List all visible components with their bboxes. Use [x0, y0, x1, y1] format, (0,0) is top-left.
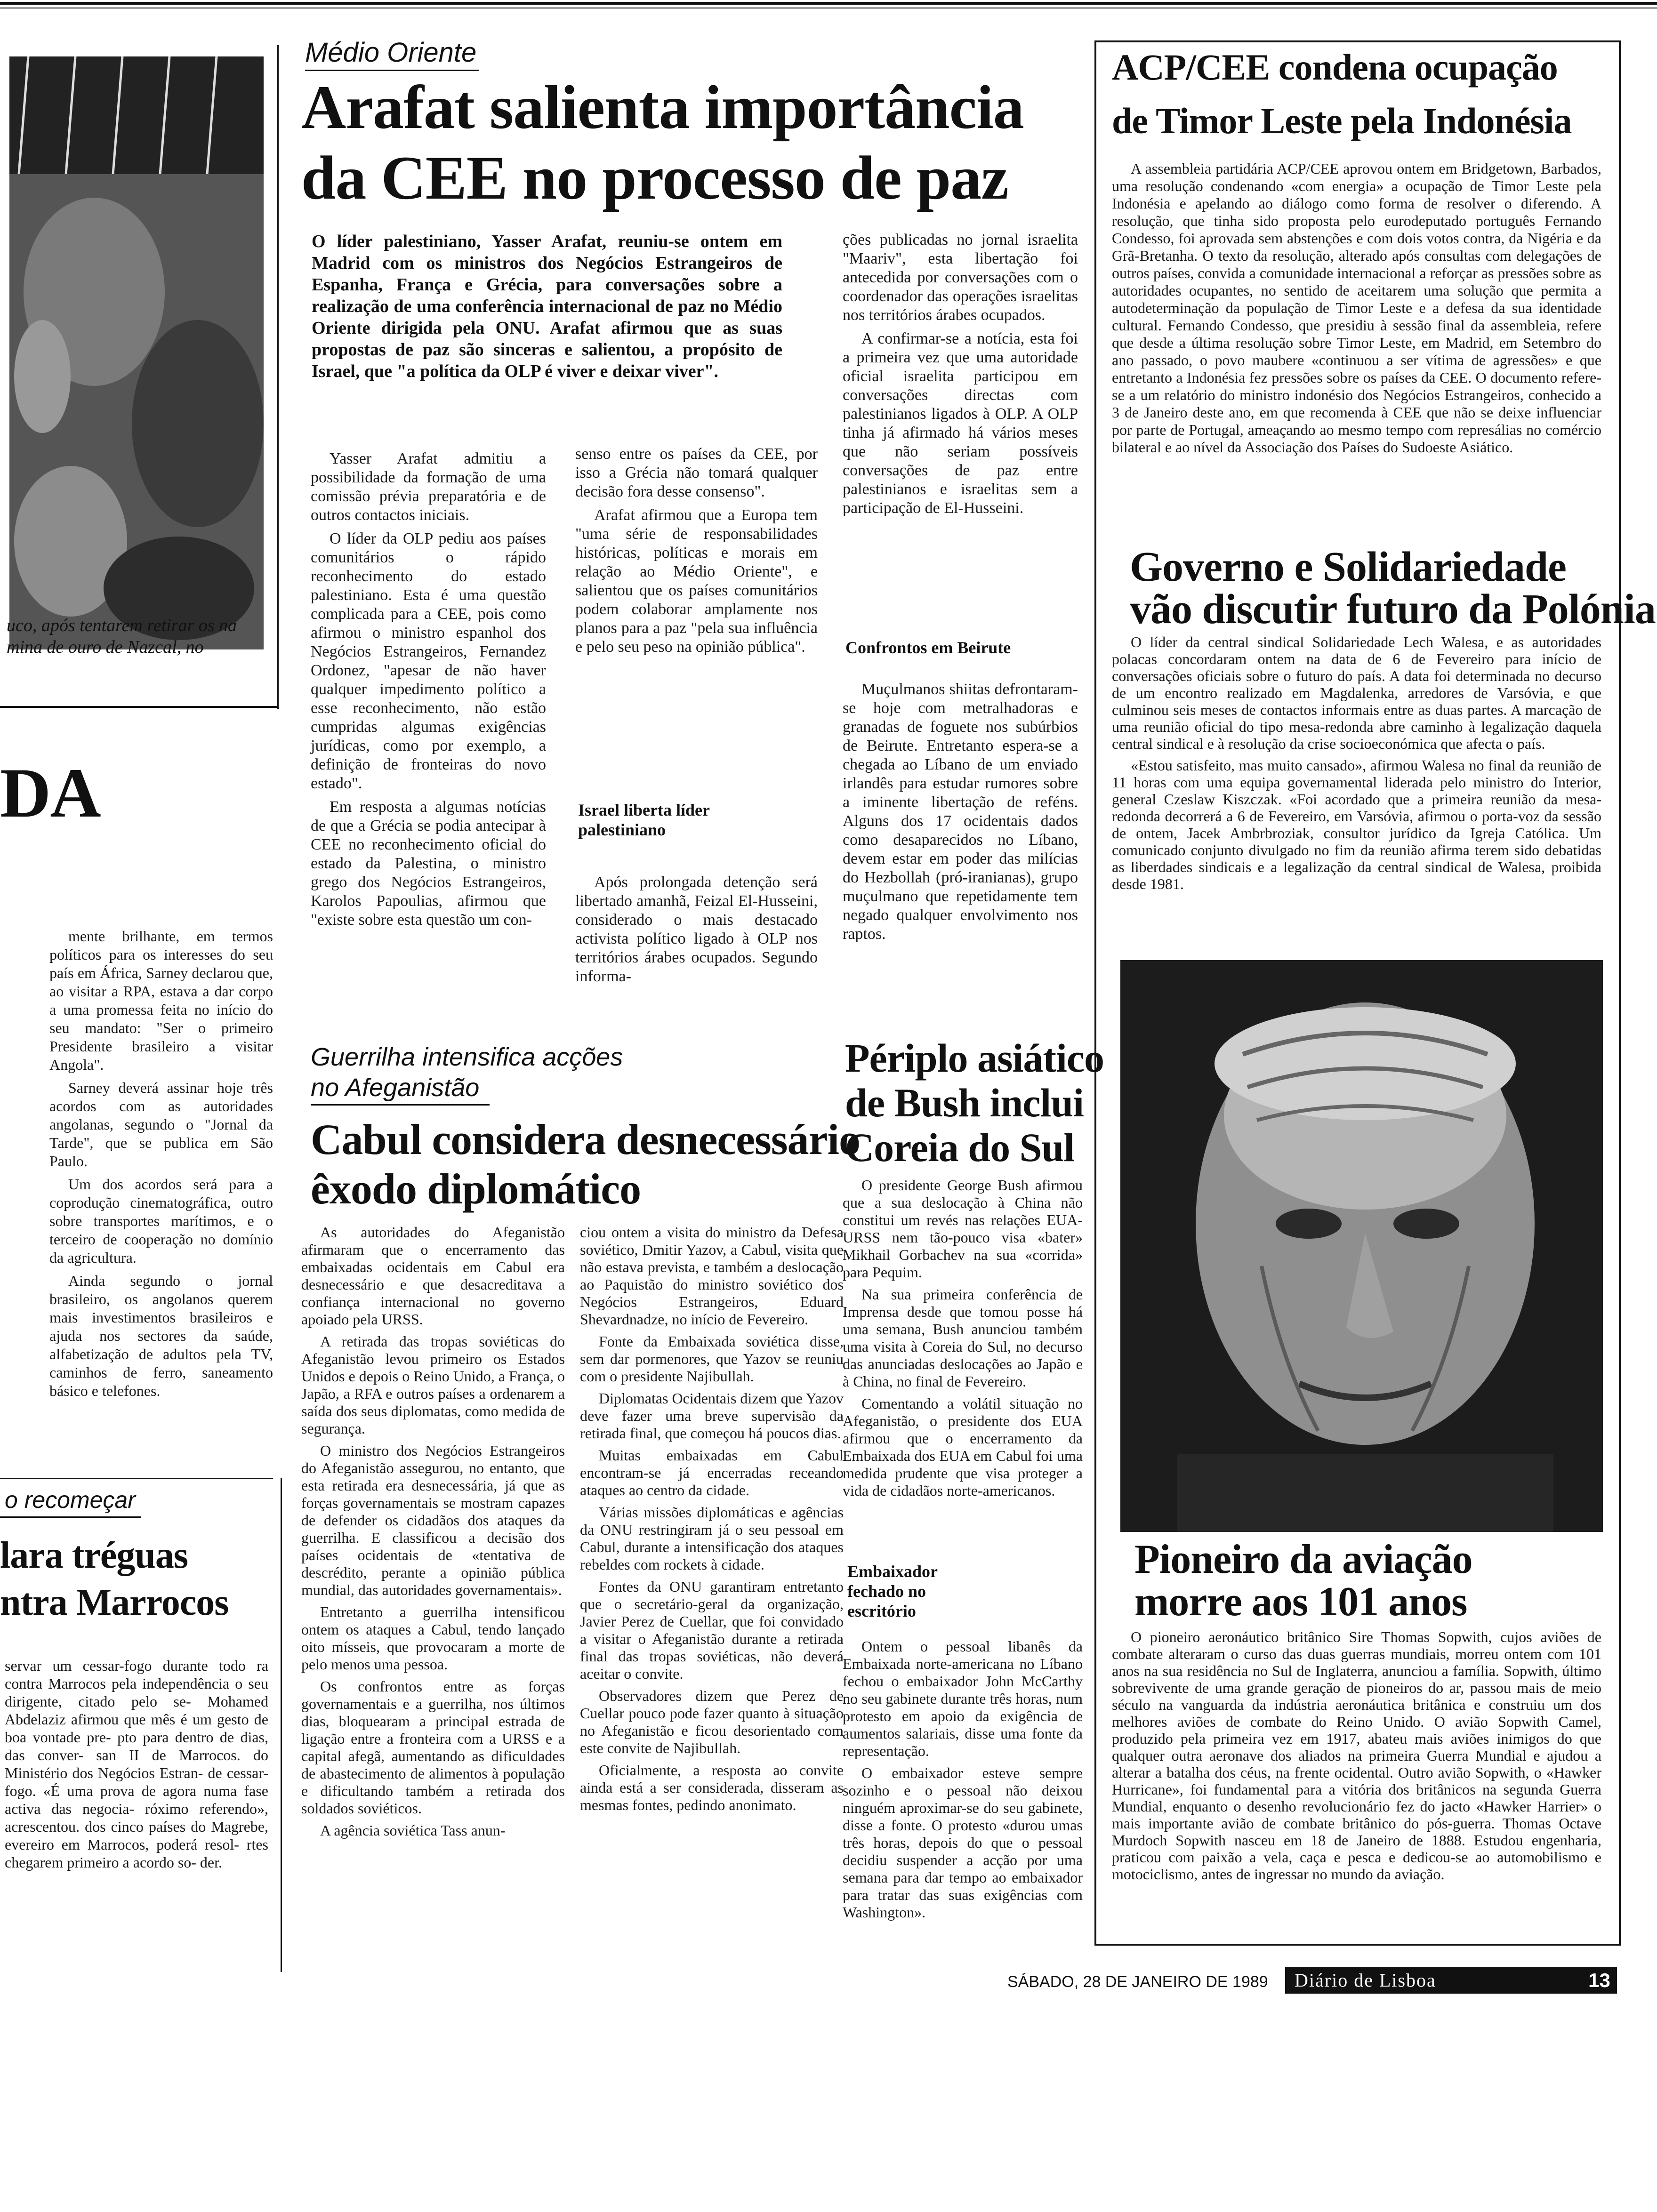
sopwith-headline-line1: Pioneiro da aviação: [1134, 1537, 1472, 1582]
bush-headline-line2: de Bush inclui: [845, 1080, 1084, 1125]
arafat-kicker: Médio Oriente: [305, 37, 477, 68]
cabul-kicker-underline: [311, 1104, 490, 1106]
timor-text: A assembleia partidária ACP/CEE aprovou ontem em Bridgetown, Barbados, uma resolução condenando «com energia» a ocupação de Timor Leste pela Indonésia e apelando ao diálogo como forma de resolver o diferendo. A resolução, que tinha sido proposta pelo eurodeputado português Fernando Condesso, foi aprovada sem abstenções e com dois votos contra, da Nigéria e da Grã-Bretanha. O texto da resolução, alterado após consultas com delegações de outros países, convida a comunidade internacional a reforçar as pressões sobre as autoridades ocupantes, no sentido de aceitarem uma solução que permita a autodeterminação da população de Timor Leste e a defesa da sua identidade cultural. Fernando Condesso, que presidiu à sessão final da assembleia, refere que desde a última resolução sobre Timor Leste, em Madrid, em Setembro do ano passado, o povo maubere «continuou a ser vítima de agressões» e que entretanto a Indonésia fez pressões sobre os países da CEE. O documento refere-se a um relatório do ministro indonésio dos Negócios Estrangeiros, conhecido a 3 de Janeiro deste ano, em que recomenda à CEE que não se deixe influenciar por parte de Portugal, ameaçando ao mesmo tempo com represálias no comércio bilateral e ao nível da Associação dos Países do Sudoeste Asiático.: [1112, 160, 1601, 456]
arafat-subhead-israel: Israel liberta líder palestiniano: [578, 801, 710, 839]
left-kicker: o recomeçar: [5, 1487, 136, 1513]
arafat-paragraph: Yasser Arafat admitiu a possibilidade da formação de uma comissão prévia preparatória e de outros contactos iniciais.: [311, 450, 546, 524]
cabul-paragraph: Fontes da ONU garantiram entretanto que o secretário-geral da organização, Javier Perez de Cuellar, que foi convidado a visitar o Afeganistão durante a retirada final das tropas soviéticas, não deverá aceitar o convite.: [580, 1578, 844, 1682]
arafat-paragraph: Arafat afirmou que a Europa tem "uma série de responsabilidades históricas, políticas e morais em relação ao Médio Oriente", e salientou que os países comunitários podem colaborar amplamente nos planos para a paz "pela sua influência e pelo seu peso na opinião pública".: [575, 506, 818, 656]
left-column-rule: [281, 1478, 282, 1972]
cabul-paragraph: A agência soviética Tass anun-: [320, 1822, 506, 1839]
cabul-paragraph: Oficialmente, a resposta ao convite ainda está a ser considerada, disseram as mesmas fontes, pedindo anonimato.: [580, 1762, 844, 1813]
left-headline-line2: ntra Marrocos: [0, 1582, 229, 1623]
left-section-rule: [0, 1478, 273, 1479]
timor-headline-line2: de Timor Leste pela Indonésia: [1112, 100, 1572, 141]
left-kicker-underline: [0, 1516, 141, 1518]
cabul-col1: [301, 1224, 565, 1844]
polonia-headline-line1: Governo e Solidariedade: [1130, 544, 1566, 590]
sopwith-portrait: [1120, 960, 1603, 1532]
polonia-paragraph: O líder da central sindical Solidariedade Lech Walesa, e as autoridades polacas concordaram ontem na data de 6 de Fevereiro para início de conversações oficiais sobre o futuro do país. A data foi determinada no decurso de um encontro realizado em Magdalenka, arredores de Varsóvia, e que culminou seis meses de contactos informais entre as duas partes. A marcação de uma reunião oficial do tipo mesa-redonda abre caminho à legalização daquela central sindical e à resolução da crise socioeconómica que afecta o país.: [1112, 633, 1601, 752]
left-article-2: servar um cessar-fogo durante todo ra contra Marrocos pela independência o seu dirigente, citado pelo se- Mohamed Abdelaziz afirmou que mês é um gesto de boa vontade pre- pto para dentro de dias, das conver- san II de Marrocos. do Ministério dos Negócios Estran- de cessar-fogo. «É uma prova de agora numa fase activa das negocia- róximo referendo», acrescentou. dos cinco países do Magrebe, evereiro em Marrocos, poderá resol- rtes chegarem primeiro a acordo so- der.: [5, 1657, 268, 1871]
arafat-paragraph: A confirmar-se a notícia, esta foi a primeira vez que uma autoridade oficial israelita participou em conversações directas com palestinianos ligados à OLP. A OLP tinha já afirmado há vários meses que não seriam possíveis conversações de paz entre palestinianos e israelitas sem a participação de El-Husseini.: [843, 330, 1078, 517]
bush-text: [843, 1177, 1083, 1504]
left-article-paragraph: Sarney deverá assinar hoje três acordos com as autoridades angolanas, segundo o "Jornal da Tarde", que se publica em São Paulo.: [49, 1079, 273, 1170]
footer-masthead: Diário de Lisboa: [1285, 1967, 1586, 1994]
cabul-paragraph: Fonte da Embaixada soviética disse, sem dar pormenores, que Yazov se reuniu com o presidente Najibullah.: [580, 1333, 844, 1385]
cabul-paragraph: Os confrontos entre as forças governamentais e a guerrilha, nos últimos dias, bloquearam a principal estrada de ligação entre a fronteira com a URSS e a capital afegã, aumentando as dificuldades de abastecimento de alimentos à população e dificultando também a retirada dos soldados soviéticos.: [301, 1678, 565, 1817]
arafat-paragraph: O líder da OLP pediu aos países comunitários o rápido reconhecimento do estado palestiniano. Esta é uma questão complicada para a CEE, pois como afirmou o ministro espanhol dos Negócios Estrangeiros, Fernandez Ordonez, "apesar de não haver qualquer impedimento político a esse reconhecimento, não estão cumpridas algumas exigências jurídicas, como por exemplo, a definição de fronteiras do novo estado".: [311, 530, 546, 792]
timor-headline-line1: ACP/CEE condena ocupação: [1112, 47, 1558, 88]
arafat-col3: [843, 231, 1078, 522]
arafat-col3b: [843, 680, 1078, 948]
bush-headline-line1: Périplo asiático: [845, 1035, 1104, 1081]
cabul-paragraph: Várias missões diplomáticas e agências da ONU restringiram já o seu pessoal em Cabul, durante a intensificação dos ataques rebeldes com rockets à cidade.: [580, 1504, 844, 1573]
arafat-lead: O líder palestiniano, Yasser Arafat, reuniu-se ontem em Madrid com os ministros dos Negócios Estrangeiros de Espanha, França e Grécia, para conversações sobre a realização de uma conferência internacional de paz no Médio Oriente dirigida pela ONU. Arafat afirmou que as suas propostas de paz são sinceras e salientou, a propósito de Israel, que "a política da OLP é viver e deixar viver".: [312, 232, 782, 381]
arafat-headline-line1: Arafat salienta importância: [301, 72, 1024, 142]
arafat-col1: [311, 449, 546, 934]
polonia-headline-line2: vão discutir futuro da Polónia: [1130, 586, 1656, 633]
cabul-paragraph: Muitas embaixadas em Cabul encontram-se já encerradas receando ataques ao centro da cidade.: [580, 1447, 844, 1499]
arafat-paragraph: senso entre os países da CEE, por isso a Grécia não tomará qualquer decisão fora desse consenso".: [575, 445, 818, 500]
cabul-headline-line1: Cabul considera desnecessário: [311, 1115, 860, 1163]
cabul-paragraph: Observadores dizem que Perez de Cuellar pouco pode fazer quanto à situação no Afeganistão e ficou desorientado com este convite de Najibullah.: [580, 1687, 844, 1756]
cabul-headline-line2: êxodo diplomático: [311, 1165, 641, 1213]
arafat-paragraph: Após prolongada detenção será libertado amanhã, Feizal El-Husseini, considerado o mais destacado activista político ligado à OLP nos territórios árabes ocupados. Segundo informa-: [575, 874, 818, 985]
bush-paragraph: Ontem o pessoal libanês da Embaixada norte-americana no Líbano fechou o embaixador John McCarthy no seu gabinete durante três horas, num protesto em apoio da exigência de aumentos salariais, disse uma fonte da representação.: [843, 1638, 1083, 1759]
polonia-paragraph: «Estou satisfeito, mas muito cansado», afirmou Walesa no final da reunião de 11 horas com uma equipa governamental liderada pelo ministro do Interior, general Czeslaw Kiszczak. «Foi acordado que a primeira reunião da mesa-redonda decorrerá a 6 de Fevereiro, em Varsóvia, afirmou o porta-voz da sessão de ontem, Jacek Ambrbroziak, consultor jurídico da Igreja Católica. Um comunicado conjunto divulgado no fim da reunião afirma terem sido debatidas as liberdades sindicais e a legalização da central sindical de Walesa, proibida desde 1981.: [1112, 757, 1601, 892]
left-photo-border: [277, 45, 279, 709]
polonia-text: [1112, 633, 1601, 897]
bush-paragraph: Na sua primeira conferência de Imprensa desde que tomou posse há uma semana, Bush anunciou também uma visita à Coreia do Sul, no decurso das anunciadas deslocações ao Japão e à China, no final de Fevereiro.: [843, 1286, 1083, 1390]
footer-page-number: 13: [1582, 1967, 1617, 1994]
arafat-paragraph: Em resposta a algumas notícias de que a Grécia se podia antecipar à CEE no reconhecimento oficial do estado da Palestina, o ministro grego dos Negócios Estrangeiros, Karolos Papoulias, afirmou que "existe sobre esta questão um con-: [311, 798, 546, 929]
cabul-paragraph: Entretanto a guerrilha intensificou ontem os ataques a Cabul, tendo lançado oito mísseis, que provocaram a morte de pelo menos uma pessoa.: [301, 1603, 565, 1673]
left-article: [49, 927, 273, 1405]
arafat-col2b: [575, 873, 818, 991]
bush-text2: [843, 1638, 1083, 1926]
left-article-paragraph: mente brilhante, em termos políticos para os interesses do seu país em África, Sarney declarou que, ao visitar a RPA, estava a dar corpo a uma promessa feita no início do seu mandato: "Ser o primeiro Presidente brasileiro a visitar Angola".: [49, 928, 273, 1073]
arafat-kicker-underline: [305, 70, 479, 71]
left-photo-bottom-border: [0, 706, 279, 708]
left-headline-line1: lara tréguas: [0, 1535, 188, 1576]
arafat-col2: [575, 445, 818, 661]
bush-paragraph: O presidente George Bush afirmou que a sua deslocação à China não constitui um revés nas relações EUA-URSS nem tão-pouco visa «bater» Mikhail Gorbachev na sua «corrida» para Pequim.: [843, 1177, 1083, 1281]
top-rule: [0, 2, 1657, 5]
sopwith-headline-line2: morre aos 101 anos: [1134, 1579, 1467, 1625]
cabul-col2: [580, 1224, 844, 1819]
left-strip-photo-frame: [0, 47, 273, 706]
cabul-paragraph: A retirada das tropas soviéticas do Afeganistão levou primeiro os Estados Unidos e depois o Reino Unido, a França, o Japão, a RFA e outros países a ordenarem a saída dos seus diplomatas, como medida de segurança.: [301, 1333, 565, 1437]
bush-headline-line3: Coreia do Sul: [845, 1125, 1075, 1170]
cabul-paragraph: Diplomatas Ocidentais dizem que Yazov deve fazer uma breve supervisão da retirada final, que começou há poucos dias.: [580, 1390, 844, 1442]
arafat-paragraph: ções publicadas no jornal israelita "Maariv", esta libertação foi antecedida por conversações com o coordenador das operações israelitas nos territórios árabes ocupados.: [843, 231, 1078, 324]
cabul-paragraph: As autoridades do Afeganistão afirmaram que o encerramento das embaixadas ocidentais em Cabul era desnecessário e que desacreditava a confiança internacional no governo apoiado pela URSS.: [301, 1224, 565, 1328]
sopwith-portrait-graphic: [1120, 960, 1603, 1532]
bush-paragraph: Comentando a volátil situação no Afeganistão, o presidente dos EUA afirmou que o encerramento da Embaixada dos EUA em Cabul foi uma medida prudente que visa proteger a vida de cidadãos norte-americanos.: [843, 1395, 1083, 1499]
cabul-kicker-line1: Guerrilha intensifica acções: [311, 1043, 623, 1071]
cabul-paragraph: O ministro dos Negócios Estrangeiros do Afeganistão assegurou, no entanto, que esta retirada era desnecessária, já que as forças governamentais se mostram capazes de defender os cidadãos dos ataques da guerrilha. E classificou a decisão dos países ocidentais de «tentativa de descrédito, perante a opinião pública mundial, das autoridades governamentais».: [301, 1442, 565, 1598]
footer-date: SÁBADO, 28 DE JANEIRO DE 1989: [1007, 1973, 1268, 1991]
cabul-paragraph: ciou ontem a visita do ministro da Defesa soviético, Dmitir Yazov, a Cabul, visita que não estava prevista, e também a deslocação ao Paquistão do ministro soviético dos Negócios Estrangeiros, Eduard Shevardnadze, no início de Fevereiro.: [580, 1224, 844, 1328]
arafat-headline-line2: da CEE no processo de paz: [301, 143, 1008, 212]
left-photo-caption: uco, após tentarem retirar os na mina de ouro de Nazcal, no: [7, 616, 237, 657]
arafat-paragraph: Muçulmanos shiitas defrontaram-se hoje com metralhadoras e granadas de foguete nos subúrbios de Beirute. Entretanto espera-se a chegada ao Líbano de um enviado irlandês para estudar rumores sobre a iminente libertação de reféns. Alguns dos 17 ocidentais dados como desaparecidos no Líbano, devem estar em poder das milícias do Hezbollah (pró-iranianas), grupo muçulmano que repetidamente tem negado qualquer envolvimento nos raptos.: [843, 681, 1078, 943]
bush-subhead: Embaixador fechado no escritório: [847, 1562, 938, 1620]
left-photo: [0, 47, 273, 706]
left-article-paragraph: Ainda segundo o jornal brasileiro, os angolanos querem mais investimentos brasileiros e ajuda nos sectores da saúde, alfabetização de adultos pela TV, caminhos de ferro, saneamento básico e telefones.: [49, 1272, 273, 1399]
left-article-paragraph: Um dos acordos será para a coprodução cinematográfica, outro sobre transportes marítimos, e o terceiro de cooperação no domínio da agricultura.: [49, 1176, 273, 1266]
left-big-letters: DA: [0, 754, 100, 832]
cabul-kicker-line2: no Afeganistão: [311, 1074, 480, 1102]
bush-paragraph: O embaixador esteve sempre sozinho e o pessoal não deixou ninguém aproximar-se do seu gabinete, disse a fonte. O protesto «durou umas três horas, depois do que o pessoal decidiu suspender a acção por uma semana para dar tempo ao embaixador para tratar das suas exigências com Washington».: [843, 1764, 1083, 1921]
arafat-subhead-beirute: Confrontos em Beirute: [845, 638, 1011, 657]
sopwith-text: O pioneiro aeronáutico britânico Sire Thomas Sopwith, cujos aviões de combate alteraram o curso das duas guerras mundiais, morreu ontem com 101 anos na sua residência no Sul de Inglaterra, anunciou a família. Sopwith, último sobrevivente de uma grande geração de pioneiros do ar, passou mais de meio século na vanguarda da indústria aeronáutica britânica e construiu um dos melhores aviões de combate do Reino Unido. O avião Sopwith Camel, produzido pela primeira vez em 1917, abateu mais aviões inimigos do que qualquer outra aeronave dos aliados na primeira Guerra Mundial e ajudou a alterar a batalha dos céus, na frente ocidental. Outro avião Sopwith, o «Hawker Hurricane», foi fundamental para a vitória dos britânicos na segunda Guerra Mundial, enquanto o desenho revolucionário fez do jacto «Hawker Harrier» o mais importante avião de combate britânico do pós-guerra. Thomas Octave Murdoch Sopwith nasceu em 18 de Janeiro de 1888. Estudou engenharia, praticou com paixão a vela, caça e pesca e dedicou-se ao automobilismo e motociclismo, antes de ingressar no mundo da aviação.: [1112, 1628, 1601, 1883]
